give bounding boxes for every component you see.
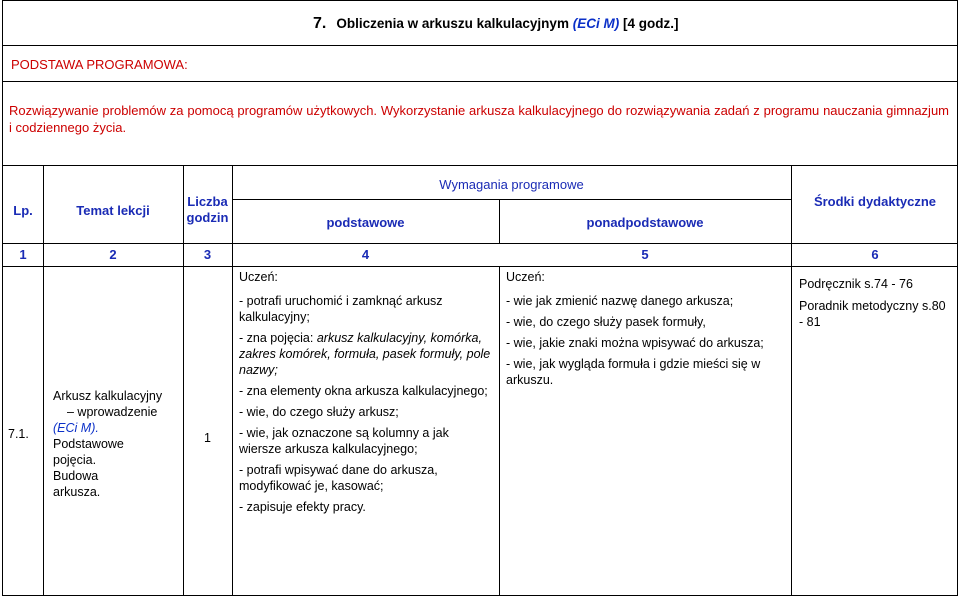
ponad-item-d: - wie, jak wygląda formuła i gdzie mieści się w arkuszu. [506,357,761,387]
header-ponadpodstawowe: ponadpodstawowe [586,215,704,230]
podst-item-e: - wie, jak oznaczone są kolumny a jak wiersze arkusza kalkulacyjnego; [239,426,449,456]
curriculum-text: Rozwiązywanie problemów za pomocą programów użytkowych. Wykorzystanie arkusza kalkulacyjnego do rozwiązywania zadań z programu nauczania gimnazjum i codziennego życia. [9,103,949,135]
ponad-item-a: - wie jak zmienić nazwę danego arkusza; [506,294,734,308]
podst-item-f: - potrafi wpisywać dane do arkusza, modyfikować je, kasować; [239,463,438,493]
column-number-4: 4 [361,247,370,262]
podstawa-row [2,46,958,82]
podst-item-b [239,330,493,378]
row-podstawowe [239,269,493,520]
curriculum-row [2,82,958,166]
lesson-table [2,166,958,596]
row-ponadpodstawowe [506,269,788,393]
column-number-2: 2 [109,247,117,262]
title-row [2,0,958,46]
header-lp: Lp. [13,203,33,218]
section-title-text: Obliczenia w arkuszu kalkulacyjnym [336,16,573,31]
column-number-5: 5 [641,247,649,262]
ponad-item-c: - wie, jakie znaki można wpisywać do arkusza; [506,336,764,350]
srodki-podrecznik: Podręcznik s.74 - 76 [799,277,913,291]
column-number-1: 1 [19,247,27,262]
temat-line-3: Podstawowe pojęcia. Budowa arkusza. [53,437,124,499]
podst-item-a: - potrafi uruchomić i zamknąć arkusz kalkulacyjny; [239,294,443,324]
row-godziny: 1 [204,431,211,445]
podst-item-c: - zna elementy okna arkusza kalkulacyjnego; [239,384,488,398]
podst-uczen: Uczeń: [239,270,278,284]
section-number: 7. [313,15,327,32]
header-liczba: Liczba godzin [186,194,229,225]
section-title-accent: (ECi M) [572,16,620,31]
podst-item-g: - zapisuje efekty pracy. [239,500,366,514]
ponad-uczen: Uczeń: [506,270,545,284]
podst-item-d: - wie, do czego służy arkusz; [239,405,399,419]
podstawa-heading: PODSTAWA PROGRAMOWA: [11,57,188,72]
temat-line-2: – wprowadzenie [67,405,158,419]
header-srodki: Środki dydaktyczne [813,194,937,209]
row-srodki [799,276,949,335]
header-podstawowe: podstawowe [326,215,405,230]
temat-line-1: Arkusz kalkulacyjny [53,389,163,403]
section-title [313,15,678,33]
podst-item-b-prefix: - zna pojęcia: [239,331,317,345]
row-temat [53,388,181,500]
header-temat: Temat lekcji [76,203,150,218]
temat-accent: (ECi M). [53,421,99,435]
section-title-hours: [4 godz.] [619,16,679,31]
podst-item-b-italic: arkusz kalkulacyjny, komórka, zakres komórek, formuła, pasek formuły, pole nazwy; [239,331,491,377]
column-number-3: 3 [203,247,212,262]
row-lp: 7.1. [8,427,29,441]
srodki-poradnik: Poradnik metodyczny s.80 - 81 [799,299,946,329]
column-number-6: 6 [871,247,879,262]
header-wymagania: Wymagania programowe [439,177,584,192]
ponad-item-b: - wie, do czego służy pasek formuły, [506,315,706,329]
